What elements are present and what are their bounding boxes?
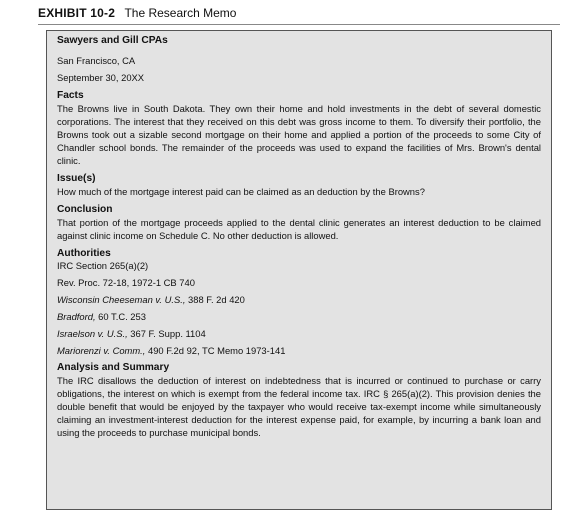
authority-item (57, 345, 541, 357)
facts-body: The Browns live in South Dakota. They own their home and hold investments in the debt of several domestic corporations. The interest that they received on this debt was gross income to them. To diversify their portfolio, the Browns took out a sizable second mortgage on their home and applied a portion of the proceeds to some City of Chandler school bonds. The remainder of the proceeds was used to expand the facilities of Mrs. Brown's dental clinic. (57, 103, 541, 166)
analysis-heading: Analysis and Summary (57, 362, 170, 373)
authority-item (57, 260, 541, 272)
authority-citation: Rev. Proc. 72-18, 1972-1 CB 740 (57, 277, 195, 288)
authorities-list (57, 260, 541, 357)
memo-date: September 30, 20XX (57, 72, 145, 83)
issues-body: How much of the mortgage interest paid can be claimed as an deduction by the Browns? (57, 186, 425, 197)
issues-heading: Issue(s) (57, 173, 96, 184)
authority-item (57, 328, 541, 340)
authority-citation: IRC Section 265(a)(2) (57, 260, 149, 271)
authority-case-name: Israelson v. U.S., (57, 328, 128, 339)
authorities-heading: Authorities (57, 248, 111, 259)
caption-divider (38, 24, 560, 25)
research-memo (46, 30, 552, 510)
exhibit-title: The Research Memo (124, 6, 237, 20)
conclusion-heading: Conclusion (57, 204, 113, 215)
analysis-body: The IRC disallows the deduction of interest on indebtedness that is incurred or continued to purchase or carry obligations, the interest on which is exempt from the federal income tax. IRC § 265(a)(2). This provision denies the double benefit that would be enjoyed by the taxpayer who would receive tax-exempt income while simultaneously claiming an investment-interest deduction for the interest expense paid, for example, by incurring a bank loan and using the proceeds to purchase municipal bonds. (57, 375, 541, 438)
authority-case-name: Bradford, (57, 311, 96, 322)
memo-location: San Francisco, CA (57, 55, 136, 66)
authority-item (57, 311, 541, 323)
authority-item (57, 294, 541, 306)
firm-name: Sawyers and Gill CPAs (57, 35, 168, 46)
authority-case-name: Mariorenzi v. Comm., (57, 345, 146, 356)
authority-item (57, 277, 541, 289)
exhibit-number: EXHIBIT 10-2 (38, 6, 116, 20)
authority-citation: 367 F. Supp. 1104 (127, 328, 206, 339)
exhibit-caption (38, 4, 560, 22)
authority-citation: 388 F. 2d 420 (185, 294, 245, 305)
authority-citation: 490 F.2d 92, TC Memo 1973-141 (145, 345, 286, 356)
authority-citation: 60 T.C. 253 (95, 311, 146, 322)
conclusion-body: That portion of the mortgage proceeds applied to the dental clinic generates an interest deduction to be claimed against clinic income on Schedule C. No other deduction is allowed. (57, 217, 541, 241)
facts-heading: Facts (57, 90, 84, 101)
authority-case-name: Wisconsin Cheeseman v. U.S., (57, 294, 186, 305)
